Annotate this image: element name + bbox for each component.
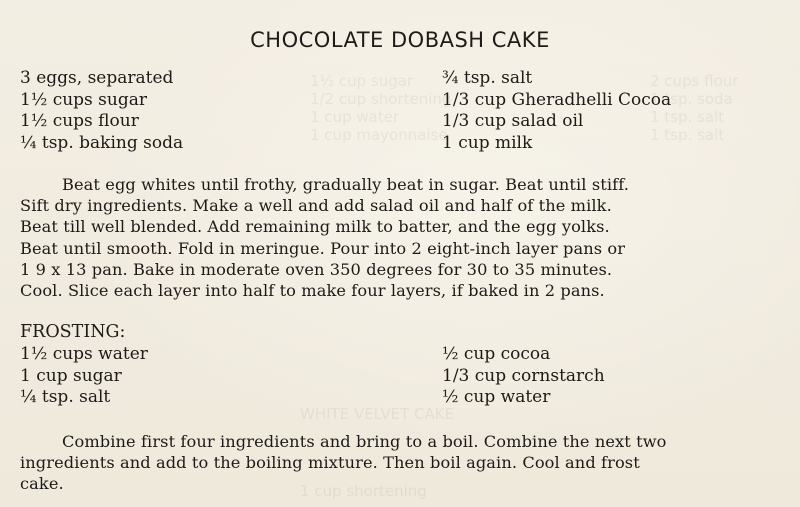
frosting-ingredient-line: 1 cup sugar: [20, 365, 122, 386]
bleed-through-texture: 1½ cup sugar 1/2 cup shortening 1 cup water 1 cup mayonnaise: [310, 72, 452, 144]
frosting-ingredient-line: ½ cup water: [442, 387, 551, 407]
ingredients-right-column: [442, 68, 671, 154]
ingredient-line: 1½ cups flour: [20, 111, 139, 131]
frosting-heading: FROSTING:: [20, 322, 126, 342]
instruction-line: 1 9 x 13 pan. Bake in moderate oven 350 degrees for 30 to 35 minutes.: [20, 259, 613, 279]
frosting-ingredient-line: ¼ tsp. salt: [20, 387, 111, 407]
instruction-line: Beat until smooth. Fold in meringue. Pour into 2 eight-inch layer pans or: [20, 238, 626, 258]
instruction-line: Beat till well blended. Add remaining milk to batter, and the egg yolks.: [20, 217, 610, 237]
frosting-ingredient-line: ½ cup cocoa: [442, 344, 551, 364]
ingredient-line: ¾ tsp. salt: [442, 68, 533, 88]
ingredient-line: 1 cup milk: [442, 132, 533, 153]
cake-instructions: [20, 174, 780, 301]
bleed-through-texture: 2 cups flour 1 tsp. soda 1 tsp. salt 1 tsp. salt: [650, 72, 739, 144]
ingredient-line: 1½ cups sugar: [20, 89, 147, 110]
instruction-line: cake.: [20, 474, 64, 494]
instruction-line: Cool. Slice each layer into half to make four layers, if baked in 2 pans.: [20, 281, 605, 301]
frosting-instructions: [20, 431, 780, 495]
instruction-line: Beat egg whites until frothy, gradually beat in sugar. Beat until stiff.: [62, 175, 629, 194]
instruction-line: ingredients and add to the boiling mixture. Then boil again. Cool and frost: [20, 453, 640, 473]
ingredient-line: 3 eggs, separated: [20, 68, 174, 88]
bleed-through-texture: WHITE VELVET CAKE: [300, 405, 455, 423]
ingredient-line: 1/3 cup salad oil: [442, 111, 584, 131]
ingredient-line: 1/3 cup Gheradhelli Cocoa: [442, 89, 672, 110]
frosting-ingredient-line: 1½ cups water: [20, 344, 148, 364]
frosting-right-column: [442, 344, 605, 409]
recipe-title: CHOCOLATE DOBASH CAKE: [250, 28, 550, 52]
bleed-through-texture: 1 cup shortening: [300, 482, 427, 500]
frosting-left-column: [20, 344, 148, 409]
instruction-line: Combine first four ingredients and bring to a boil. Combine the next two: [62, 432, 667, 451]
instruction-line: Sift dry ingredients. Make a well and add salad oil and half of the milk.: [20, 196, 612, 216]
frosting-ingredient-line: 1/3 cup cornstarch: [442, 365, 605, 386]
ingredient-line: ¼ tsp. baking soda: [20, 132, 184, 153]
ingredients-left-column: [20, 68, 183, 154]
